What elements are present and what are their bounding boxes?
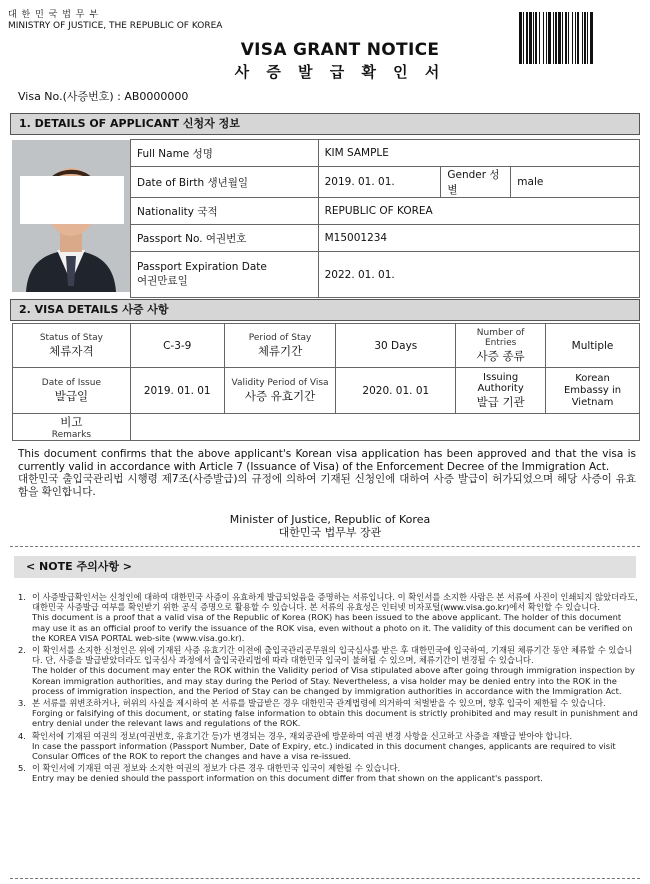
period-of-stay-value: 30 Days [336, 324, 456, 368]
bottom-divider [10, 878, 640, 879]
status-of-stay-label [13, 324, 131, 368]
note-korean: 이 확인서를 소지한 신청인은 위에 기재된 사증 유효기간 이전에 출입국관리공무원의 입국심사를 받은 후 대한민국에 입국하여, 기재된 체류기간 동안 체류할 수 있습니다. 단, 사증을 발급받았더라도 입국심사 과정에서 출입국관리법에 따라 대한민국 입국이 불허될 수 있으며, 체류기간이 변경될 수 있습니다. [32, 645, 633, 666]
note-item [18, 592, 638, 643]
note-english: This document is a proof that a valid visa of the Republic of Korea (ROK) has been issued to the above applicant. The holder of this document may use it as an official proof to verify the issuance of the ROK visa, even without a photo on it. The validity of this document can be verified on the KOREA VISA PORTAL web-site (www.visa.go.kr). [32, 612, 633, 643]
number-of-entries-value: Multiple [546, 324, 640, 368]
title-english: VISA GRANT NOTICE [240, 40, 440, 60]
date-of-issue-label [13, 368, 131, 414]
period-of-stay-label-en: Period of Stay [248, 332, 312, 343]
note-item [18, 763, 638, 783]
confirmation-english: This document confirms that the above applicant's Korean visa application has been approved and that the visa is currently valid in accordance with Article 7 (Issuance of Visa) of the Enforcement Decree of the Immigration Act. [18, 448, 636, 473]
visa-number-label: Visa No.(사증번호) : [18, 90, 125, 103]
note-korean: 확인서에 기재된 여권의 정보(여권번호, 유효기간 등)가 변경되는 경우, 재외공관에 방문하여 여권 변경 사항을 신고하고 사증을 재발급 받아야 합니다. [32, 730, 573, 741]
issuing-authority-label-en: Issuing Authority [477, 371, 524, 394]
visa-details-table [12, 323, 640, 441]
full-name-value: KIM SAMPLE [318, 140, 639, 167]
remarks-label-ko: 비고 [60, 415, 83, 429]
passport-expiry-label-ko: 여권만료일 [137, 275, 188, 287]
applicant-photo-image [12, 140, 130, 292]
note-number: 5. [18, 763, 26, 774]
note-english: Forging or falsifying of this document, or stating false information to obtain this document is strictly prohibited and may result in punishment and entry denial under the relevant laws and regulations of the ROK. [32, 708, 638, 729]
visa-number-value: AB0000000 [124, 90, 189, 103]
section-applicant-header: 1. DETAILS OF APPLICANT 신청자 정보 [10, 113, 640, 135]
gender-value: male [511, 167, 640, 198]
remarks-label [13, 414, 131, 441]
confirmation-statement [18, 448, 636, 498]
passport-number-label: Passport No. 여권번호 [131, 225, 319, 252]
validity-period-value: 2020. 01. 01 [336, 368, 456, 414]
note-number: 4. [18, 730, 26, 741]
issuing-authority-value: Korean Embassy in Vietnam [546, 368, 640, 414]
note-body [32, 645, 638, 696]
passport-expiry-value: 2022. 01. 01. [318, 252, 639, 298]
date-of-issue-value: 2019. 01. 01 [130, 368, 224, 414]
number-of-entries-label-ko: 사증 종류 [476, 348, 525, 363]
gender-label: Gender 성별 [441, 167, 511, 198]
validity-period-label [224, 368, 336, 414]
confirmation-korean: 대한민국 출입국관리법 시행령 제7조(사증발급)의 규정에 의하여 기재된 신청인에 대하여 사증 발급이 허가되었으며 해당 사증이 유효함을 확인합니다. [18, 473, 636, 498]
period-of-stay-label-ko: 체류기간 [257, 343, 303, 358]
note-number: 3. [18, 698, 26, 709]
section-visa-header: 2. VISA DETAILS 사증 사항 [10, 299, 640, 321]
passport-expiry-label [131, 252, 319, 298]
note-item [18, 731, 638, 762]
note-body [32, 592, 638, 643]
divider [10, 546, 640, 547]
agency-korean: 대 한 민 국 법 무 부 [8, 10, 100, 20]
note-number: 1. [18, 592, 26, 602]
note-body [32, 763, 638, 783]
issuing-agency [8, 10, 222, 32]
applicant-photo [12, 140, 131, 292]
notes-list [18, 592, 638, 786]
validity-period-label-ko: 사증 유효기간 [244, 388, 316, 403]
dob-value: 2019. 01. 01. [318, 167, 441, 198]
note-item [18, 645, 638, 696]
validity-period-label-en: Validity Period of Visa [231, 377, 329, 388]
issuing-authority-label-ko: 발급 기관 [476, 394, 525, 409]
barcode-stripe [593, 12, 594, 64]
document-title [190, 40, 490, 82]
note-korean: 본 서류를 위변조하거나, 허위의 사실을 제시하여 본 서류를 발급받은 경우 대한민국 관계법령에 의거하여 처벌받을 수 있으며, 향후 입국이 제한될 수 있습니다. [32, 698, 606, 709]
note-body [32, 731, 638, 762]
notes-header: < NOTE 주의사항 > [14, 556, 636, 578]
nationality-label: Nationality 국적 [131, 198, 319, 225]
note-item [18, 698, 638, 729]
passport-expiry-label-en: Passport Expiration Date [137, 261, 267, 273]
date-of-issue-label-ko: 발급일 [54, 388, 89, 403]
barcode [519, 12, 631, 64]
dob-label: Date of Birth 생년월일 [131, 167, 319, 198]
status-of-stay-label-ko: 체류자격 [49, 343, 94, 358]
note-korean: 이 사증발급확인서는 신청인에 대하여 대한민국 사증이 유효하게 발급되었음을 증명하는 서류입니다. 이 확인서를 소지한 사람은 본 서류에 사진이 인쇄되지 않았더라도, 대한민국 사증발급 여부를 확인받기 위한 공식 증명으로 활용할 수 있습니다. 본 서류의 유효성은 인터넷 비자포털(www.visa.go.kr)에서 확인할 수 있습니다. [32, 592, 638, 613]
full-name-label: Full Name 성명 [131, 140, 319, 167]
number-of-entries-label-en: Number of Entries [476, 327, 525, 348]
agency-english: MINISTRY OF JUSTICE, THE REPUBLIC OF KOREA [8, 21, 223, 31]
issuing-authority-label [456, 368, 546, 414]
period-of-stay-label [224, 324, 336, 368]
note-english: The holder of this document may enter the ROK within the Validity period of Visa stipulated above after going through immigration inspection by Korean immigration authorities, and may stay during the Period of Stay. Nevertheless, a visa holder may be denied entry into the ROK in the process of immigration inspection, and the Period of Stay can be changed by immigration authorities in accordance with the Immigration Act. [32, 665, 635, 696]
note-english: In case the passport information (Passport Number, Date of Expiry, etc.) indicated in this document changes, applicants are required to visit Consular Offices of the ROK to report the changes and have a visa re-issued. [32, 740, 616, 762]
note-korean: 이 확인서에 기재된 여권 정보와 소지한 여권의 정보가 다른 경우 대한민국 입국이 제한될 수 있습니다. [32, 763, 401, 774]
signatory [180, 513, 480, 539]
passport-number-value: M15001234 [318, 225, 639, 252]
signatory-english: Minister of Justice, Republic of Korea [229, 513, 431, 526]
note-english: Entry may be denied should the passport information on this document differ from that shown on the applicant's passport. [32, 773, 543, 784]
status-of-stay-label-en: Status of Stay [39, 332, 103, 343]
status-of-stay-value: C-3-9 [130, 324, 224, 368]
date-of-issue-label-en: Date of Issue [41, 377, 101, 388]
note-number: 2. [18, 645, 26, 656]
title-korean: 사 증 발 급 확 인 서 [234, 63, 446, 81]
nationality-value: REPUBLIC OF KOREA [318, 198, 639, 225]
note-body [32, 698, 638, 729]
signatory-korean: 대한민국 법무부 장관 [278, 526, 382, 539]
applicant-details-table [130, 139, 640, 298]
number-of-entries-label [456, 324, 546, 368]
remarks-value [130, 414, 639, 441]
remarks-label-en: Remarks [51, 430, 92, 440]
visa-number [18, 88, 188, 104]
